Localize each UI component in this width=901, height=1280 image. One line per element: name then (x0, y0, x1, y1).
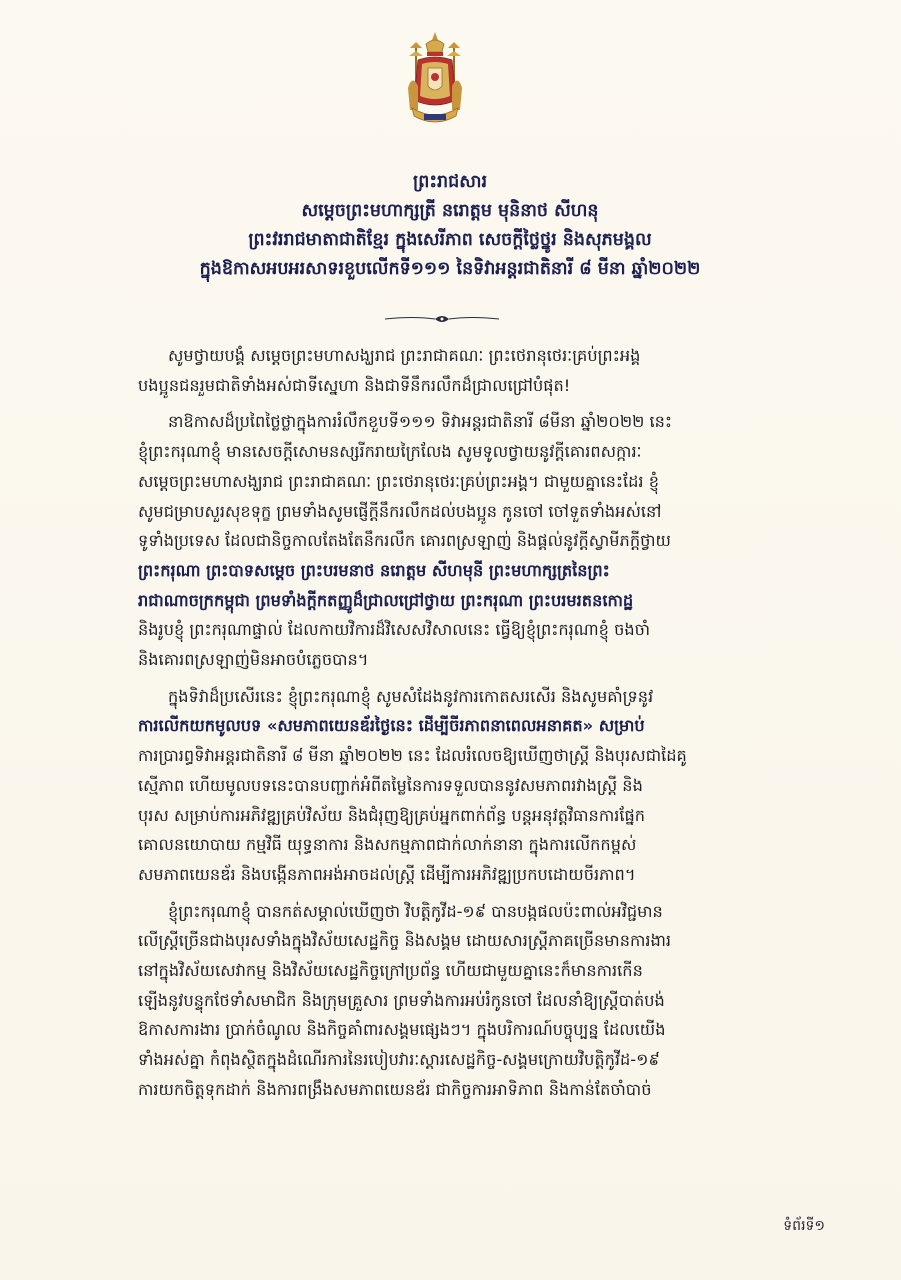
page-number: ទំព័រទី១ (783, 1218, 825, 1234)
text-line: សូមជម្រាបសួរសុខទុក្ខ ព្រមទាំងសូមផ្ញើក្តីនឹករលឹកដល់បងប្អូន កូនចៅ ចៅទួតទាំងអស់នៅ (138, 501, 662, 521)
text-line: នៅក្នុងវិស័យសេវាកម្ម និងវិស័យសេដ្ឋកិច្ចក្រៅប្រព័ន្ធ ហើយជាមួយគ្នានេះក៏មានការកើន (138, 961, 643, 981)
text-line: ឱកាសការងារ ប្រាក់ចំណូល និងកិច្ចគាំពារសង្គមផ្សេងៗ។ ក្នុងបរិការណ៍បច្ចុប្បន្ន ដែលយើង (138, 1020, 666, 1040)
paragraph-greeting (138, 341, 784, 400)
text-line: ការប្រារព្ធទិវាអន្តរជាតិនារី ៨ មីនា ឆ្នាំ២០២២ នេះ ដែលរំលេចឱ្យឃើញថាស្ត្រី និងបុរសជាដៃគូ (138, 746, 687, 766)
letter-header (60, 168, 840, 284)
text-line-bold: រាជាណាចក្រកម្ពុជា ព្រមទាំងក្តីកតញ្ញូដ៏ជ្រាលជ្រៅថ្វាយ ព្រះករុណា ព្រះបរមរតនកោដ្ឋ (138, 590, 634, 610)
text-line: ខ្ញុំព្រះករុណាខ្ញុំ មានសេចក្តីសោមនស្សរីករាយក្រៃលែង សូមទូលថ្វាយនូវក្តីគោរពសក្ការៈ (138, 442, 642, 462)
text-line: ខ្ញុំព្រះករុណាខ្ញុំ បានកត់សម្គាល់ឃើញថា វិបត្តិកូវីដ-១៩ បានបង្កផលប៉ះពាល់អវិជ្ជមាន (168, 901, 663, 921)
text-line: និងរូបខ្ញុំ ព្រះករុណាផ្ទាល់ ដែលកាយវិការដ៏វិសេសវិសាលនេះ ធ្វើឱ្យខ្ញុំព្រះករុណាខ្ញុំ ចងចាំ (138, 620, 651, 640)
ornamental-divider (383, 312, 501, 326)
text-line: គោលនយោបាយ កម្មវិធី យុទ្ធនាការ និងសកម្មភាពជាក់លាក់នានា ក្នុងការលើកកម្ពស់ (138, 835, 637, 855)
sender-title: ព្រះវររាជមាតាជាតិខ្មែរ ក្នុងសេរីភាព សេចក្តីថ្លៃថ្នូរ និងសុភមង្គល (248, 230, 652, 250)
sender-name: សម្តេចព្រះមហាក្សត្រី នរោត្តម មុនិនាថ សីហនុ (301, 201, 599, 221)
letter-type-title: ព្រះរាជសារ (413, 172, 487, 192)
text-line: សម្តេចព្រះមហាសង្ឃរាជ ព្រះរាជាគណៈ ព្រះថេរានុថេរៈគ្រប់ព្រះអង្គ។ ជាមួយគ្នានេះដែរ ខ្ញុំ (138, 471, 659, 491)
paragraph-theme (138, 682, 784, 890)
royal-coat-of-arms-emblem (404, 30, 466, 130)
text-line-bold: ព្រះករុណា ព្រះបាទសម្តេច ព្រះបរមនាថ នរោត្តម សីហមុនី ព្រះមហាក្សត្រនៃព្រះ (138, 560, 610, 580)
text-line: ទាំងអស់គ្នា កំពុងស្ថិតក្នុងដំណើរការនៃរបៀបវារៈស្តារសេដ្ឋកិច្ច-សង្គមក្រោយវិបត្តិកូវីដ-១៩ (138, 1050, 660, 1070)
text-line: លើស្ត្រីច្រើនជាងបុរសទាំងក្នុងវិស័យសេដ្ឋកិច្ច និងសង្គម ដោយសារស្ត្រីភាគច្រើនមានការងារ (138, 931, 672, 951)
occasion-line: ក្នុងឱកាសអបអរសាទរខួបលើកទី១១១ នៃទិវាអន្តរជាតិនារី ៨ មីនា ឆ្នាំ២០២២ (199, 259, 701, 279)
letter-body (138, 341, 784, 1112)
text-line: សូមថ្វាយបង្គំ សម្តេចព្រះមហាសង្ឃរាជ ព្រះរាជាគណៈ ព្រះថេរានុថេរៈគ្រប់ព្រះអង្គ (168, 346, 641, 365)
text-line: ការយកចិត្តទុកដាក់ និងការពង្រឹងសមភាពយេនឌ័រ ជាកិច្ចការអាទិភាព និងកាន់តែចាំបាច់ (138, 1079, 652, 1099)
text-line: សមភាពយេនឌ័រ និងបង្កើនភាពអង់អាចដល់ស្ត្រី ដើម្បីការអភិវឌ្ឍប្រកបដោយចីរភាព។ (138, 864, 636, 884)
text-line: ឡើងនូវបន្ទុកថែទាំសមាជិក និងក្រុមគ្រួសារ ព្រមទាំងការអប់រំកូនចៅ ដែលនាំឱ្យស្ត្រីបាត់បង់ (138, 990, 665, 1010)
text-line: បុរស សម្រាប់ការអភិវឌ្ឍគ្រប់វិស័យ និងជំរុញឱ្យគ្រប់អ្នកពាក់ព័ន្ធ បន្តអនុវត្តវិធានការផ្នែក (138, 805, 646, 825)
text-line-theme: ការលើកយកមូលបទ «សមភាពយេនឌ័រថ្ងៃនេះ ដើម្បីចីរភាពនាពេលអនាគត» សម្រាប់ (138, 716, 645, 736)
text-line: ស្មើភាព ហើយមូលបទនេះបានបញ្ជាក់អំពីតម្លៃនៃការទទួលបាននូវសមភាពរវាងស្ត្រី និង (138, 775, 643, 795)
text-line: ក្នុងទិវាដ៏ប្រសើរនេះ ខ្ញុំព្រះករុណាខ្ញុំ សូមសំដែងនូវការកោតសរសើរ និងសូមគាំទ្រនូវ (168, 686, 654, 706)
text-line: និងគោរពស្រឡាញ់មិនអាចបំភ្លេចបាន។ (138, 650, 369, 670)
text-line: នាឱកាសដ៏ប្រពៃថ្លៃថ្លាក្នុងការរំលឹកខួបទី១១១ ទិវាអន្តរជាតិនារី ៨មីនា ឆ្នាំ២០២២ នេះ (168, 412, 672, 432)
text-line: បងប្អូនជនរួមជាតិទាំងអស់ជាទីស្នេហា និងជាទីនឹករលឹកដ៏ជ្រាលជ្រៅបំផុត! (138, 375, 571, 395)
paragraph-respects (138, 407, 784, 674)
paragraph-covid-impact (138, 897, 784, 1105)
text-line: ទូទាំងប្រទេស ដែលជានិច្ចកាលតែងតែនឹករលឹក គោរពស្រឡាញ់ និងផ្តល់នូវក្តីស្វាមីភក្តីថ្វាយ (138, 531, 671, 551)
